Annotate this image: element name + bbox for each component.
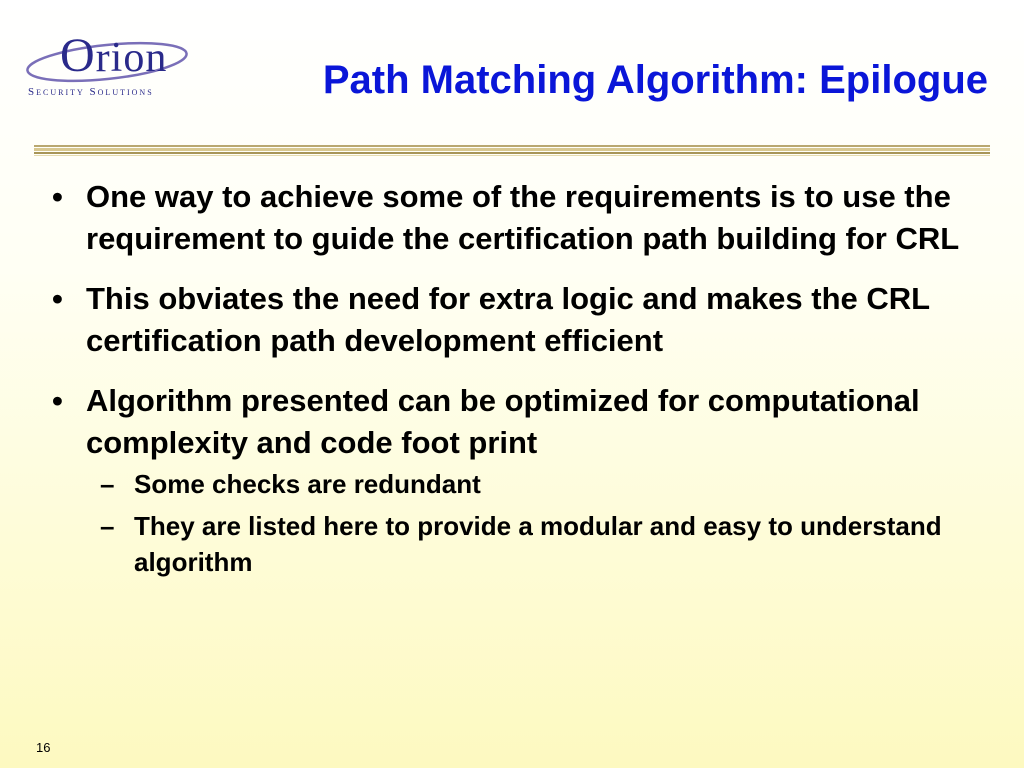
sub-bullet-text: They are listed here to provide a modular and easy to understand algorithm [134,511,942,577]
bullet-text: This obviates the need for extra logic and makes the CRL certification path development efficient [86,281,930,358]
bullet-item [48,176,978,260]
sub-bullet-marker: – [100,511,115,541]
logo-tagline: Security Solutions [28,86,154,98]
sub-bullet-item [86,466,978,502]
page-number: 16 [36,740,51,755]
logo-wordmark [60,29,168,82]
bullet-marker: • [52,179,63,214]
title-divider [34,155,990,156]
bullet-text: One way to achieve some of the requirements is to use the requirement to guide the certification path building for CRL [86,179,960,256]
company-logo [22,28,192,103]
bullet-item [48,278,978,362]
bullet-marker: • [52,383,63,418]
logo-initial: O [60,29,96,82]
sub-bullet-list [86,466,978,580]
title-divider [34,145,990,147]
slide-title: Path Matching Algorithm: Epilogue [322,58,988,102]
bullet-text: Algorithm presented can be optimized for computational complexity and code foot print [86,383,920,460]
sub-bullet-item [86,508,978,580]
title-divider [34,152,990,154]
title-divider [34,148,990,151]
sub-bullet-marker: – [100,469,115,499]
sub-bullet-text: Some checks are redundant [134,469,481,499]
bullet-marker: • [52,281,63,316]
logo-word: rion [95,35,168,81]
bullet-list [48,176,978,598]
bullet-item [48,380,978,580]
